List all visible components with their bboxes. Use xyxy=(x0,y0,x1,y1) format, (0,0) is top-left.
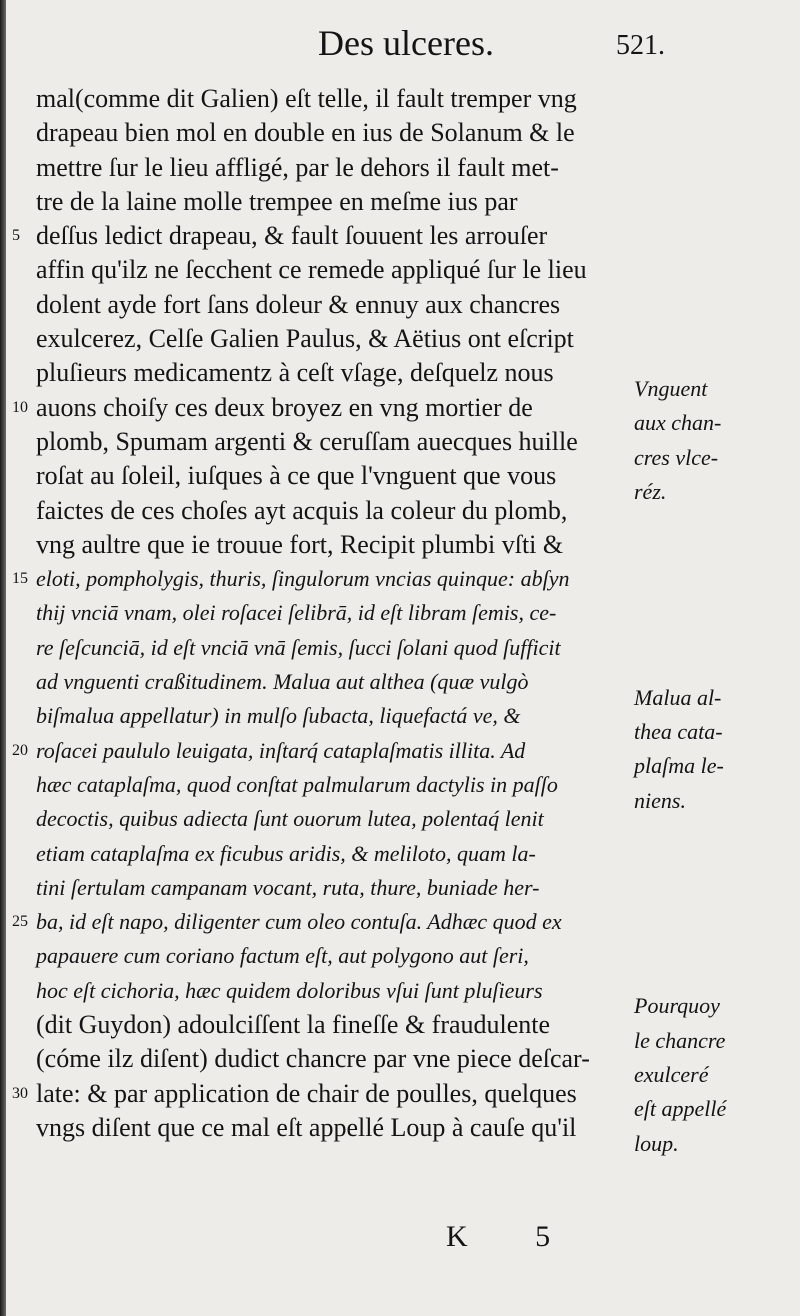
line-text: exulcerez, Celſe Galien Paulus, & Aëtius ont eſcript xyxy=(36,324,574,354)
line-text: tre de la laine molle trempee en meſme ius par xyxy=(36,186,518,216)
line-text: faictes de ces choſes ayt acquis la coleur du plomb, xyxy=(36,495,568,525)
text-line xyxy=(36,1008,636,1042)
line-text: deſſus ledict drapeau, & fault ſouuent les arrouſer xyxy=(36,221,548,251)
text-line xyxy=(36,151,636,185)
line-text: plomb, Spumam argenti & ceruſſam auecques huille xyxy=(36,426,578,456)
side-note: aux chan- xyxy=(634,410,722,436)
side-note: cres vlce- xyxy=(634,444,719,470)
text-line xyxy=(36,459,636,493)
line-text: vngs diſent que ce mal eſt appellé Loup à cauſe qu'il xyxy=(36,1112,577,1142)
line-text: pluſieurs medicamentz à ceſt vſage, deſquelz nous xyxy=(36,358,554,388)
line-number: 30 xyxy=(12,1084,28,1102)
text-line xyxy=(36,871,636,905)
line-number: 5 xyxy=(12,227,20,245)
side-note: niens. xyxy=(634,787,686,813)
line-text: ad vnguenti craßitudinem. Malua aut althea (quæ vulgò xyxy=(36,669,529,695)
line-text: roſat au ſoleil, iuſques à ce que l'vnguent que vous xyxy=(36,461,557,491)
side-note: Pourquoy xyxy=(634,993,720,1019)
side-note: Malua al- xyxy=(634,684,722,710)
line-text: etiam cataplaſma ex ficubus aridis, & meliloto, quam la- xyxy=(36,840,536,866)
text-line xyxy=(12,391,636,425)
text-line xyxy=(36,494,636,528)
line-number: 20 xyxy=(12,741,28,759)
text-line xyxy=(36,116,636,150)
text-line xyxy=(36,631,636,665)
line-text: hæc cataplaſma, quod conſtat palmularum dactylis in paſſo xyxy=(36,771,558,797)
line-text: tini ſertulam campanam vocant, ruta, thure, buniade her- xyxy=(36,874,540,900)
text-line xyxy=(36,699,636,733)
line-text: papauere cum coriano factum eſt, aut polygono aut ſeri, xyxy=(36,943,529,969)
text-line xyxy=(12,734,636,768)
text-line xyxy=(12,905,636,939)
book-page xyxy=(6,0,800,1316)
line-text: decoctis, quibus adiecta ſunt ouorum lutea, polentaq́ lenit xyxy=(36,806,544,832)
line-text: thij vnciā vnam, olei roſacei ſelibrā, id eſt libram ſemis, ce- xyxy=(36,600,557,626)
text-line xyxy=(36,1042,636,1076)
line-text: dolent ayde fort ſans doleur & ennuy aux chancres xyxy=(36,289,561,319)
side-note: Vnguent xyxy=(634,376,708,401)
line-text: roſacei paululo leuigata, inſtarq́ cataplaſmatis illita. Ad xyxy=(36,737,526,763)
signature-mark: K 5 xyxy=(446,1220,581,1253)
line-text: late: & par application de chair de poulles, quelques xyxy=(36,1078,577,1108)
side-note: thea cata- xyxy=(634,719,723,744)
text-line xyxy=(36,837,636,871)
line-text: hoc eſt cichoria, hæc quidem doloribus vſui ſunt pluſieurs xyxy=(36,977,543,1003)
page-number: 521. xyxy=(616,30,665,61)
line-text: auons choiſy ces deux broyez en vng mortier de xyxy=(36,392,533,422)
line-text: biſmalua appellatur) in mulſo ſubacta, liquefactá ve, & xyxy=(36,703,521,729)
side-note: eſt appellé xyxy=(634,1096,727,1122)
text-line xyxy=(36,356,636,390)
text-line xyxy=(36,596,636,630)
text-line xyxy=(36,768,636,802)
text-line xyxy=(36,185,636,219)
main-text xyxy=(12,82,636,1145)
line-number: 15 xyxy=(12,570,28,588)
line-text: drapeau bien mol en double en ius de Solanum & le xyxy=(36,118,575,148)
line-text: re ſeſcunciā, id eſt vnciā vnā ſemis, ſucci ſolani quod ſufficit xyxy=(36,634,561,660)
line-number: 25 xyxy=(12,913,28,931)
text-line xyxy=(36,974,636,1008)
line-text: eloti, pompholygis, thuris, ſingulorum vncias quinque: abſyn xyxy=(36,566,570,592)
text-line xyxy=(36,82,636,116)
running-title: Des ulceres. xyxy=(318,23,494,63)
side-note: loup. xyxy=(634,1130,679,1156)
text-line xyxy=(12,1077,636,1111)
line-number: 10 xyxy=(12,398,28,416)
text-line xyxy=(12,219,636,253)
line-text: (dit Guydon) adoulciſſent la fineſſe & fraudulente xyxy=(36,1010,551,1040)
side-note: le chancre xyxy=(634,1027,726,1053)
line-text: mettre ſur le lieu affligé, par le dehors il fault met- xyxy=(36,152,559,182)
text-line xyxy=(36,425,636,459)
line-text: (cóme ilz diſent) dudict chancre par vne piece deſcar- xyxy=(36,1044,590,1074)
text-line xyxy=(36,528,636,562)
text-line xyxy=(36,802,636,836)
text-line xyxy=(36,288,636,322)
line-text: mal(comme dit Galien) eſt telle, il fault tremper vng xyxy=(36,84,577,113)
text-line xyxy=(36,253,636,287)
line-text: ba, id eſt napo, diligenter cum oleo contuſa. Adhæc quod ex xyxy=(36,909,562,935)
text-line xyxy=(36,1111,636,1145)
side-note: exulceré xyxy=(634,1062,709,1087)
text-line xyxy=(36,665,636,699)
line-text: vng aultre que ie trouue fort, Recipit plumbi vſti & xyxy=(36,529,564,559)
line-text: affin qu'ilz ne ſecchent ce remede appliqué ſur le lieu xyxy=(36,255,587,285)
text-line xyxy=(12,562,636,596)
side-note: plaſma le- xyxy=(634,753,724,779)
text-line xyxy=(36,322,636,356)
side-note: réz. xyxy=(634,478,667,504)
text-line xyxy=(36,939,636,973)
